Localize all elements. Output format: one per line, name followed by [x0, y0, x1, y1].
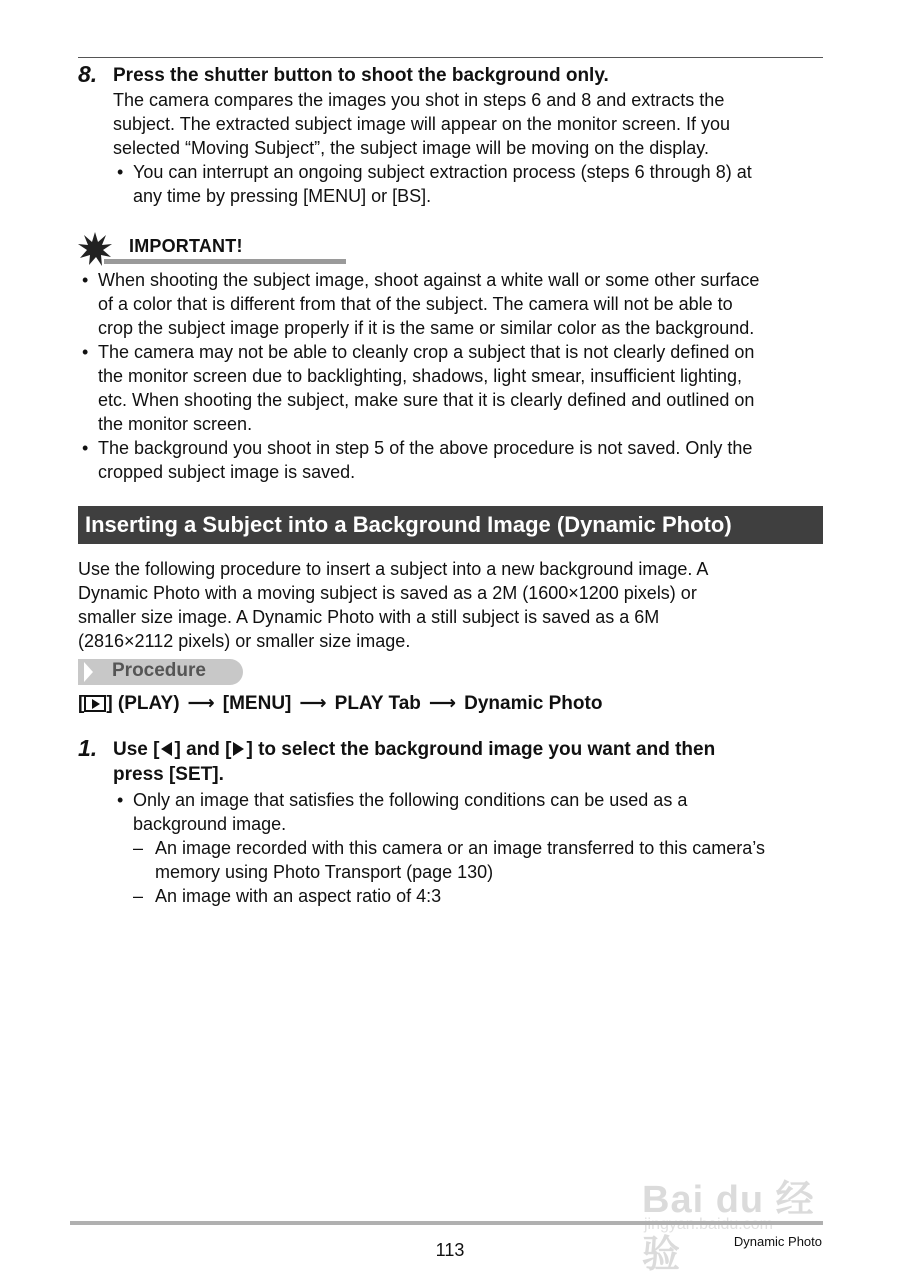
list-item: • The background you shoot in step 5 of the above procedure is not saved. Only the cropped subject image is saved. — [78, 436, 823, 484]
important-list — [78, 268, 823, 484]
step-heading: Press the shutter button to shoot the background only. — [113, 65, 609, 86]
left-arrow-icon — [161, 742, 172, 756]
watermark: Bai du 经验 — [642, 1179, 815, 1276]
right-arrow-icon — [233, 742, 244, 756]
step-paragraph: The camera compares the images you shot in steps 6 and 8 and extracts the subject. The extracted subject image will appear on the monitor screen. If you selected “Moving Subject”, the subject image will be moving on the display. — [113, 90, 730, 158]
step-number: 8. — [78, 61, 98, 87]
section-title: Inserting a Subject into a Background Image (Dynamic Photo) — [78, 506, 823, 544]
step-8 — [78, 63, 823, 208]
path-arrow-icon: ⟶ — [187, 693, 215, 714]
list-item: • The camera may not be able to cleanly crop a subject that is not clearly defined on the monitor screen due to backlighting, shadows, light smear, insufficient lighting, etc. When shooting the subject, make sure that it is clearly defined and outlined on the monitor screen. — [78, 340, 823, 436]
important-heading — [78, 232, 278, 266]
condition-item: – An image with an aspect ratio of 4:3 — [133, 886, 442, 906]
menu-path: [ ] (PLAY) ⟶ [MENU] ⟶ PLAY Tab ⟶ Dynamic Photo — [78, 692, 603, 714]
step-heading: Use [ ] and [ ] to select the background image you want and then press [SET]. — [113, 739, 716, 785]
play-icon — [84, 695, 106, 712]
bottom-divider — [70, 1221, 823, 1225]
step-number: 1. — [78, 735, 98, 761]
list-item: • When shooting the subject image, shoot against a white wall or some other surface of a color that is different from that of the subject. The camera will not be able to crop the subject image properly if it is the same or similar color as the background. — [78, 268, 823, 340]
important-underline — [104, 259, 346, 264]
important-label: IMPORTANT! — [129, 236, 243, 256]
procedure-label: Procedure — [78, 659, 243, 685]
footer-section-label: Dynamic Photo — [733, 1234, 822, 1249]
top-divider — [78, 57, 823, 58]
condition-item: – An image recorded with this camera or an image transferred to this camera’s memory using Photo Transport (page 130) — [133, 838, 765, 882]
section-intro: Use the following procedure to insert a subject into a new background image. A Dynamic Photo with a moving subject is saved as a 2M (1600×1200 pixels) or smaller size image. A Dynamic Photo with a still subject is saved as a 6M (2816×2112 pixels) or smaller size image. — [78, 559, 709, 651]
path-arrow-icon: ⟶ — [428, 693, 457, 714]
step-bullet: • Only an image that satisfies the following conditions can be used as a background image. — [113, 788, 823, 836]
step-1 — [78, 737, 823, 908]
step-bullet: • You can interrupt an ongoing subject extraction process (steps 6 through 8) at any time by pressing [MENU] or [BS]. — [113, 160, 823, 208]
path-arrow-icon: ⟶ — [299, 693, 327, 714]
procedure-arrow-icon — [84, 662, 93, 682]
page-number: 113 — [435, 1240, 465, 1260]
